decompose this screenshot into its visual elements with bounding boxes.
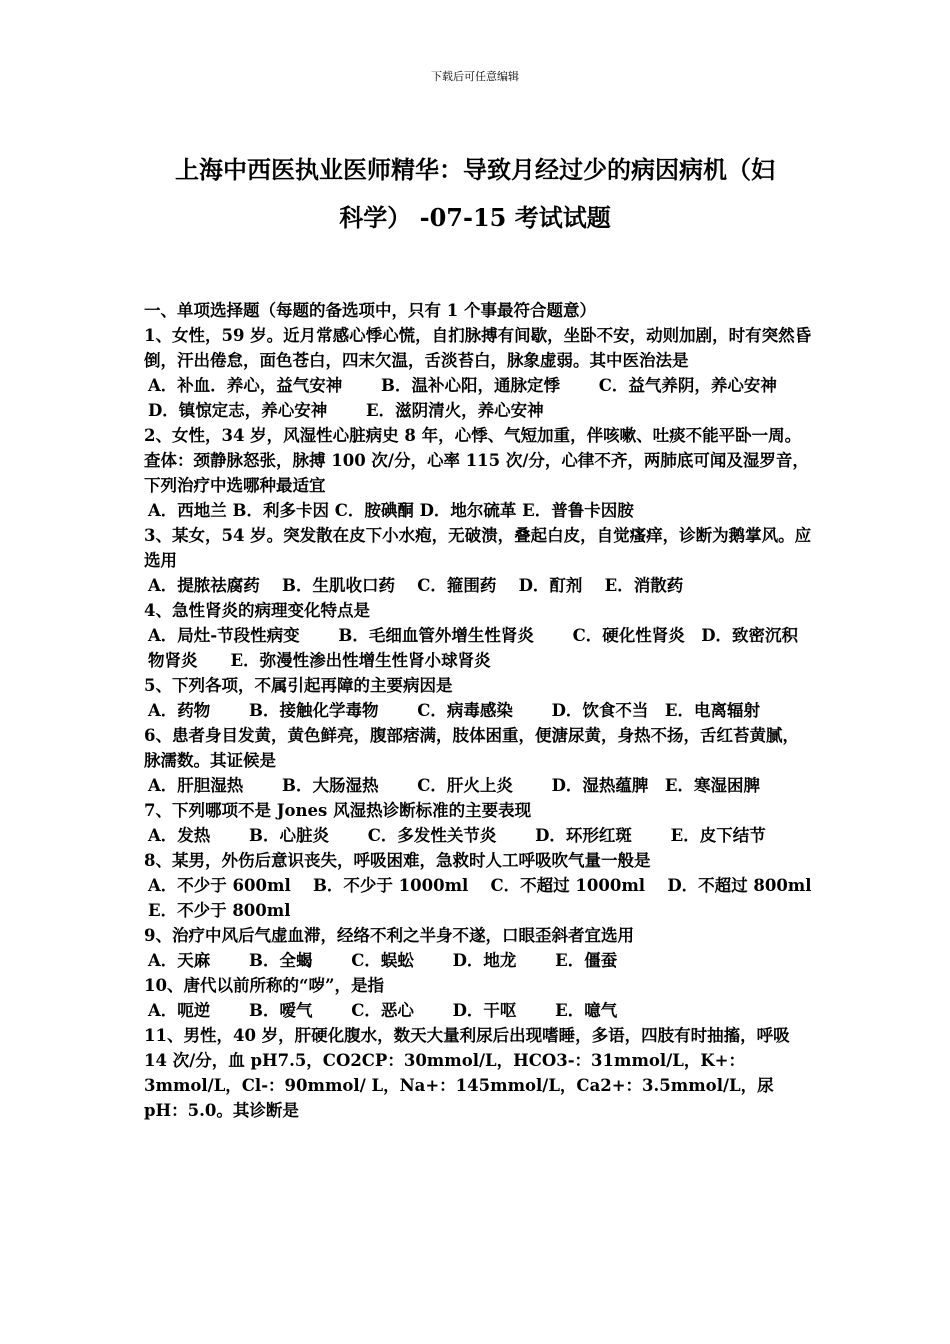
- question-8-stem: 8、某男，外伤后意识丧失，呼吸困难，急救时人工呼吸吹气量一般是: [144, 851, 651, 870]
- document-title: [130, 146, 820, 242]
- question-7-stem: 7、下列哪项不是 Jones 风湿热诊断标准的主要表现: [144, 801, 532, 820]
- question-9-options: A．天麻 B．全蝎 C．蜈蚣 D．地龙 E．僵蚕: [148, 951, 618, 970]
- section-heading: 一、单项选择题（每题的备选项中，只有 1 个事最符合题意）: [144, 301, 596, 320]
- question-10-options: A．呃逆 B．嗳气 C．恶心 D．干呕 E．噫气: [148, 1001, 618, 1020]
- question-1-stem: 1、女性，59 岁。近月常感心悸心慌，自扪脉搏有间歇，坐卧不安，动则加剧，时有突然昏倒，汗出倦怠，面色苍白，四末欠温，舌淡苔白，脉象虚弱。其中医治法是: [144, 326, 812, 370]
- question-9-stem: 9、治疗中风后气虚血滞，经络不利之半身不遂，口眼歪斜者宜选用: [144, 926, 634, 945]
- question-3-options: A．提脓祛腐药 B．生肌收口药 C．箍围药 D．酊剂 E．消散药: [148, 576, 684, 595]
- question-4-options: A．局灶-节段性病变 B．毛细血管外增生性肾炎 C．硬化性肾炎 D．致密沉积物肾炎 E．弥漫性渗出性增生性肾小球肾炎: [148, 626, 799, 670]
- title-line-1: 上海中西医执业医师精华：导致月经过少的病因病机（妇: [175, 155, 775, 184]
- question-7-options: A．发热 B．心脏炎 C．多发性关节炎 D．环形红斑 E．皮下结节: [148, 826, 766, 845]
- title-line-2: 科学） -07-15 考试试题: [339, 203, 611, 232]
- question-3-stem: 3、某女，54 岁。突发散在皮下小水疱，无破溃，叠起白皮，自觉瘙痒，诊断为鹅掌风。应选用: [144, 526, 812, 570]
- question-2-options: A．西地兰 B．利多卡因 C．胺碘酮 D．地尔硫革 E．普鲁卡因胺: [148, 501, 634, 520]
- header-note: 下载后可任意编辑: [431, 70, 519, 83]
- exam-content: [144, 298, 829, 1123]
- question-8-options: A．不少于 600ml B．不少于 1000ml C．不超过 1000ml D．不超过 800ml E．不少于 800ml: [148, 876, 829, 920]
- question-4-stem: 4、急性肾炎的病理变化特点是: [144, 601, 370, 620]
- question-1-options: A．补血．养心，益气安神 B．温补心阳，通脉定悸 C．益气养阴，养心安神 D．镇惊定志，养心安神 E．滋阴清火，养心安神: [148, 376, 816, 420]
- question-5-stem: 5、下列各项，不属引起再障的主要病因是: [144, 676, 453, 695]
- question-6-options: A．肝胆湿热 B．大肠湿热 C．肝火上炎 D．湿热蕴脾 E．寒湿困脾: [148, 776, 760, 795]
- question-10-stem: 10、唐代以前所称的“哕”，是指: [144, 976, 384, 995]
- question-2-stem: 2、女性，34 岁，风湿性心脏病史 8 年，心悸、气短加重，伴咳嗽、吐痰不能平卧一周。查体：颈静脉怒张，脉搏 100 次/分，心率 115 次/分，心律不齐，两肺底可闻及湿罗音，下列治疗中选哪种最适宜: [144, 426, 809, 495]
- question-5-options: A．药物 B．接触化学毒物 C．病毒感染 D．饮食不当 E．电离辐射: [148, 701, 760, 720]
- question-6-stem: 6、患者身目发黄，黄色鲜亮，腹部痞满，肢体困重，便溏尿黄，身热不扬，舌红苔黄腻，脉濡数。其证候是: [144, 726, 799, 770]
- question-11-stem: 11、男性，40 岁，肝硬化腹水，数天大量利尿后出现嗜睡，多语，四肢有时抽搐，呼吸 14 次/分，血 pH7.5，CO2CP：30mmol/L，HCO3-：31mmol/L，K+：3mmol/L，Cl-：90mmol/ L，Na+：145mmol/L，Ca2+：3.5mmol/L，尿 pH：5.0。其诊断是: [144, 1026, 790, 1120]
